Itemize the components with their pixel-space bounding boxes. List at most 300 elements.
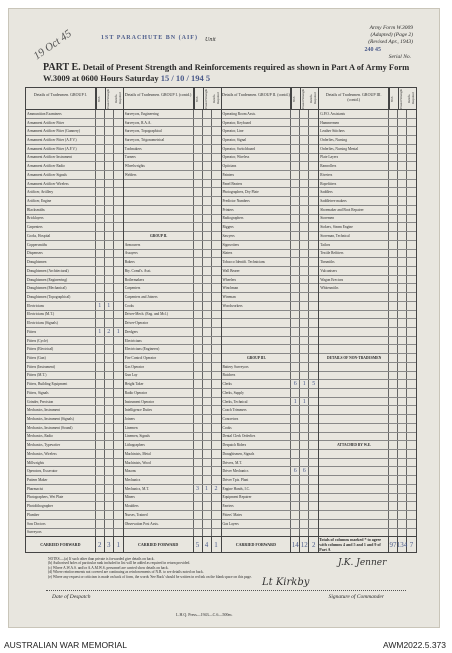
- trade-name: Turners: [124, 154, 194, 162]
- count-cell: [407, 197, 416, 205]
- table-row: [222, 337, 319, 346]
- count-cell: [291, 162, 300, 170]
- form-notes: [48, 557, 378, 579]
- table-row: [319, 380, 416, 389]
- trade-name: Mechanics, Typewriter: [26, 441, 96, 449]
- count-cell: [114, 467, 123, 475]
- table-row: [124, 520, 221, 529]
- trade-name: Equipment Repairer: [222, 494, 292, 502]
- count-cell: [291, 110, 300, 118]
- count-cell: [398, 162, 407, 170]
- count-cell: [96, 502, 105, 510]
- carried-forward-value: 97: [389, 537, 398, 552]
- table-row: [124, 145, 221, 154]
- count-cell: [398, 154, 407, 162]
- count-cell: [105, 398, 114, 406]
- count-cell: [407, 241, 416, 249]
- trade-name: Clerks, Technical: [222, 398, 292, 406]
- form-ref-line: Army Form W.3009: [369, 25, 413, 31]
- count-cell: [114, 372, 123, 380]
- count-cell: [407, 345, 416, 353]
- count-cell: [194, 162, 203, 170]
- count-cell: [389, 302, 398, 310]
- count-cell: [212, 311, 221, 319]
- count-cell: [309, 293, 318, 301]
- count-cell: [194, 319, 203, 327]
- note-line: NOTES.—(a) If such other than private is forwarded give details on back.: [48, 557, 155, 561]
- trade-name: [319, 319, 389, 327]
- count-cell: [203, 345, 212, 353]
- count-cell: [203, 232, 212, 240]
- count-cell: [96, 154, 105, 162]
- count-cell: [194, 119, 203, 127]
- count-cell: [194, 406, 203, 414]
- count-cell: [398, 284, 407, 292]
- count-cell: [389, 389, 398, 397]
- trade-name: Electricians (Engineers): [124, 345, 194, 353]
- count-cell: [105, 372, 114, 380]
- count-cell: [309, 136, 318, 144]
- trade-name: [319, 520, 389, 528]
- count-cell: [114, 206, 123, 214]
- count-cell: [194, 110, 203, 118]
- count-cell: [291, 415, 300, 423]
- count-cell: [203, 363, 212, 371]
- count-cell: [114, 424, 123, 432]
- count-cell: [291, 450, 300, 458]
- count-cell: [291, 406, 300, 414]
- trade-name: Fitters' Mates: [222, 511, 292, 519]
- trade-name: [124, 180, 194, 188]
- count-cell: [407, 389, 416, 397]
- carried-forward-row: [124, 536, 221, 552]
- table-row: [222, 232, 319, 241]
- count-cell: [203, 145, 212, 153]
- count-cell: [212, 232, 221, 240]
- count-cell: [300, 494, 309, 502]
- table-row: [222, 276, 319, 285]
- count-cell: [212, 171, 221, 179]
- count-cell: [114, 241, 123, 249]
- trade-name: Fitters: [26, 328, 96, 336]
- count-cell: [212, 284, 221, 292]
- trade-name: Textile Refitters: [319, 250, 389, 258]
- count-cell: [194, 380, 203, 388]
- table-row: [222, 284, 319, 293]
- count-cell: [309, 145, 318, 153]
- count-cell: [114, 389, 123, 397]
- table-row: [222, 171, 319, 180]
- count-cell: [105, 494, 114, 502]
- count-cell: [309, 180, 318, 188]
- trade-name: [319, 345, 389, 353]
- column-header: [319, 88, 416, 110]
- note-line: (c) Where A.W.A.S. and/or A.A.M.W.S. personnel are carried show details on back.: [48, 565, 169, 570]
- handwritten-note: 19 Oct 45: [31, 27, 74, 63]
- trade-name: Operator, Line: [222, 127, 292, 135]
- count-cell: [291, 180, 300, 188]
- count-cell: [105, 215, 114, 223]
- count-cell: [194, 188, 203, 196]
- note-line: (b) Authorised holes of particular rank included in list will be added as required in return provided.: [48, 561, 191, 566]
- count-cell: [194, 494, 203, 502]
- count-cell: [398, 206, 407, 214]
- count-cell: [212, 380, 221, 388]
- count-cell: [105, 110, 114, 118]
- table-row: [222, 319, 319, 328]
- count-cell: [389, 250, 398, 258]
- count-cell: [96, 511, 105, 519]
- trade-name: Signwriters: [222, 241, 292, 249]
- count-cell: [389, 197, 398, 205]
- table-row: [319, 145, 416, 154]
- table-row: [222, 380, 319, 389]
- table-row: [319, 502, 416, 511]
- table-row: [26, 502, 123, 511]
- count-cell: [407, 415, 416, 423]
- trade-name: Dredgers: [124, 328, 194, 336]
- table-row: [124, 345, 221, 354]
- count-cell: [96, 520, 105, 528]
- unit-stamp: 1ST PARACHUTE BN (AIF): [101, 35, 198, 41]
- table-row: [319, 267, 416, 276]
- table-row: [319, 302, 416, 311]
- count-cell: [309, 520, 318, 528]
- trade-name: Armament Artificer Fitter: [26, 119, 96, 127]
- table-row: [124, 459, 221, 468]
- count-cell: [96, 206, 105, 214]
- trade-name: Armament Artificer Signals: [26, 171, 96, 179]
- count-cell: [203, 241, 212, 249]
- count-cell: [194, 171, 203, 179]
- count-cell: [212, 520, 221, 528]
- trade-name: Mechanics, Radio: [26, 433, 96, 441]
- trade-name: Painters: [222, 171, 292, 179]
- table-row: [319, 372, 416, 381]
- trade-name: Ramrollers: [319, 162, 389, 170]
- count-cell: [212, 450, 221, 458]
- number-header: Posted Strength: [300, 88, 309, 109]
- count-cell: [105, 485, 114, 493]
- table-row: [26, 302, 123, 311]
- count-cell: [194, 215, 203, 223]
- table-row: [124, 267, 221, 276]
- count-cell: [96, 162, 105, 170]
- count-cell: [96, 380, 105, 388]
- trade-name: Driver-Mech. (Eng. and Mcl.): [124, 311, 194, 319]
- table-row: [26, 476, 123, 485]
- count-cell: [309, 241, 318, 249]
- count-cell: [398, 232, 407, 240]
- table-rows: [222, 110, 319, 536]
- trade-name: Plate Layers: [319, 154, 389, 162]
- table-row: [222, 502, 319, 511]
- table-row: [26, 258, 123, 267]
- count-cell: [300, 302, 309, 310]
- count-cell: [96, 476, 105, 484]
- trade-name: Linemen, Signals: [124, 433, 194, 441]
- count-cell: [194, 354, 203, 362]
- trade-name: Orderlies, Nursing: [319, 136, 389, 144]
- number-header: Posted Strength: [105, 88, 114, 109]
- count-cell: [96, 363, 105, 371]
- trade-name: Fitters, Signals: [26, 389, 96, 397]
- trade-name: Height Taker: [124, 380, 194, 388]
- count-cell: [309, 450, 318, 458]
- table-row: [319, 293, 416, 302]
- table-row: [26, 415, 123, 424]
- count-cell: [105, 293, 114, 301]
- table-row: [222, 241, 319, 250]
- count-cell: [309, 250, 318, 258]
- trade-name: Wheelers: [222, 276, 292, 284]
- table-row: [319, 119, 416, 128]
- count-cell: [291, 424, 300, 432]
- number-header: W.E.: [194, 88, 203, 109]
- trade-name: Lithographers: [124, 441, 194, 449]
- trade-name: Intelligence Duties: [124, 406, 194, 414]
- trade-name: Operators, Excavator: [26, 467, 96, 475]
- table-column: [319, 88, 416, 552]
- count-cell: [300, 433, 309, 441]
- count-cell: [300, 241, 309, 249]
- table-row: [222, 206, 319, 215]
- table-row: [222, 494, 319, 503]
- count-cell: [407, 302, 416, 310]
- trade-name: [319, 450, 389, 458]
- table-row: [26, 119, 123, 128]
- table-row: [26, 467, 123, 476]
- table-row: [124, 284, 221, 293]
- count-cell: [105, 232, 114, 240]
- count-cell: [194, 520, 203, 528]
- count-cell: [309, 328, 318, 336]
- table-row: [26, 389, 123, 398]
- trade-name: Riggers: [222, 223, 292, 231]
- count-cell: [212, 467, 221, 475]
- count-cell: [212, 459, 221, 467]
- count-cell: [114, 188, 123, 196]
- count-cell: [398, 467, 407, 475]
- count-cell: [407, 284, 416, 292]
- count-cell: [212, 328, 221, 336]
- count-cell: [203, 215, 212, 223]
- count-cell: [105, 127, 114, 135]
- count-cell: [389, 154, 398, 162]
- trade-name: Mechanics, Instrument (Sound): [26, 424, 96, 432]
- table-row: [26, 197, 123, 206]
- count-cell: [203, 398, 212, 406]
- table-row: [124, 380, 221, 389]
- trade-name: Wireman: [222, 293, 292, 301]
- count-cell: [114, 302, 123, 310]
- table-row: [222, 197, 319, 206]
- table-row: [124, 494, 221, 503]
- table-row: [124, 389, 221, 398]
- table-row: [26, 337, 123, 346]
- count-cell: 1: [96, 302, 105, 310]
- count-cell: [96, 197, 105, 205]
- table-row: [26, 250, 123, 259]
- trade-name: [222, 319, 292, 327]
- count-cell: [194, 476, 203, 484]
- trade-name: Battery Surveyors: [222, 363, 292, 371]
- count-cell: [291, 494, 300, 502]
- count-cell: [291, 354, 300, 362]
- count-cell: [300, 337, 309, 345]
- count-cell: [212, 250, 221, 258]
- count-cell: [398, 363, 407, 371]
- table-row: [124, 337, 221, 346]
- trade-name: Bakers: [124, 258, 194, 266]
- table-row: [26, 380, 123, 389]
- count-cell: [398, 110, 407, 118]
- count-cell: [389, 284, 398, 292]
- count-cell: [194, 267, 203, 275]
- count-cell: [291, 319, 300, 327]
- count-cell: 1: [105, 302, 114, 310]
- number-header: Reinfs. Required: [407, 92, 415, 105]
- trade-name: Electricians (M.T.): [26, 311, 96, 319]
- trade-name: Photographers, Wet Plate: [26, 494, 96, 502]
- count-cell: [114, 293, 123, 301]
- trade-name: GROUP II.: [124, 232, 194, 240]
- table-row: [26, 180, 123, 189]
- count-cell: [114, 311, 123, 319]
- part-label: PART E.: [43, 62, 81, 73]
- count-cell: [300, 188, 309, 196]
- count-cell: [291, 485, 300, 493]
- count-cell: 1: [116, 328, 120, 335]
- count-cell: [114, 345, 123, 353]
- number-header: W.E.: [389, 88, 398, 109]
- table-row: [26, 232, 123, 241]
- count-cell: [203, 459, 212, 467]
- table-row: [26, 188, 123, 197]
- table-row: [124, 441, 221, 450]
- trade-name: [319, 398, 389, 406]
- count-cell: [300, 110, 309, 118]
- table-row: [26, 398, 123, 407]
- count-cell: [407, 232, 416, 240]
- count-cell: [398, 398, 407, 406]
- table-row: [319, 110, 416, 119]
- count-cell: [309, 389, 318, 397]
- trade-name: Storemen: [319, 215, 389, 223]
- table-row: [26, 145, 123, 154]
- table-row: [26, 511, 123, 520]
- count-cell: [203, 162, 212, 170]
- count-cell: [105, 459, 114, 467]
- count-cell: [291, 337, 300, 345]
- count-cell: [291, 171, 300, 179]
- trade-name: [319, 293, 389, 301]
- table-row: [124, 127, 221, 136]
- count-cell: [398, 119, 407, 127]
- carried-forward-value: 2: [96, 537, 105, 552]
- count-cell: [203, 389, 212, 397]
- table-row: [26, 494, 123, 503]
- count-cell: [105, 406, 114, 414]
- count-cell: [212, 354, 221, 362]
- trade-name: Farriers: [222, 502, 292, 510]
- count-cell: [389, 232, 398, 240]
- table-row: [319, 206, 416, 215]
- count-cell: [309, 424, 318, 432]
- carried-forward-label: Totals of columns marked * to agree with columns 4 and 5 and 1 and 9 of Part A: [319, 537, 389, 552]
- table-row: [319, 459, 416, 468]
- count-cell: [389, 293, 398, 301]
- count-cell: [407, 250, 416, 258]
- unit-label: Unit: [205, 37, 216, 43]
- count-cell: [194, 232, 203, 240]
- trade-name: [124, 197, 194, 205]
- count-cell: [96, 293, 105, 301]
- trade-name: [222, 337, 292, 345]
- count-cell: [291, 119, 300, 127]
- table-row: [124, 180, 221, 189]
- trade-name: [319, 389, 389, 397]
- count-cell: [105, 363, 114, 371]
- table-rows: [319, 110, 416, 536]
- trade-name: Instrument Operator: [124, 398, 194, 406]
- count-cell: [203, 476, 212, 484]
- count-cell: [389, 258, 398, 266]
- count-cell: [309, 206, 318, 214]
- count-cell: [407, 494, 416, 502]
- count-cell: [212, 424, 221, 432]
- count-cell: [407, 459, 416, 467]
- count-cell: [398, 197, 407, 205]
- count-cell: [309, 311, 318, 319]
- count-cell: [398, 345, 407, 353]
- trade-name: Carpenters: [26, 223, 96, 231]
- count-cell: [194, 206, 203, 214]
- count-cell: [300, 232, 309, 240]
- count-cell: [194, 154, 203, 162]
- group-heading-row: [319, 354, 416, 363]
- trade-name: Predictor Numbers: [222, 197, 292, 205]
- heading-date: 15 / 10 / 194 5: [160, 73, 211, 83]
- trade-name: Cooks, Hospital: [26, 232, 96, 240]
- trade-name: [319, 302, 389, 310]
- table-row: [26, 459, 123, 468]
- table-row: [222, 424, 319, 433]
- count-cell: [96, 467, 105, 475]
- number-header: Reinfs. Required: [211, 92, 220, 105]
- count-cell: [407, 328, 416, 336]
- count-cell: [194, 389, 203, 397]
- count-cell: [389, 433, 398, 441]
- count-cell: [389, 145, 398, 153]
- count-cell: [105, 223, 114, 231]
- count-cell: [203, 267, 212, 275]
- count-cell: [194, 337, 203, 345]
- count-cell: [407, 136, 416, 144]
- table-row: [222, 311, 319, 320]
- trade-name: Operator, Signal: [222, 136, 292, 144]
- trade-name: [319, 380, 389, 388]
- count-cell: [309, 345, 318, 353]
- table-row: [26, 345, 123, 354]
- table-row: [222, 180, 319, 189]
- count-cell: [389, 180, 398, 188]
- count-cell: [407, 206, 416, 214]
- count-cell: [291, 188, 300, 196]
- count-cell: 1: [203, 485, 212, 493]
- trade-name: Joiners: [124, 415, 194, 423]
- trade-name: [124, 215, 194, 223]
